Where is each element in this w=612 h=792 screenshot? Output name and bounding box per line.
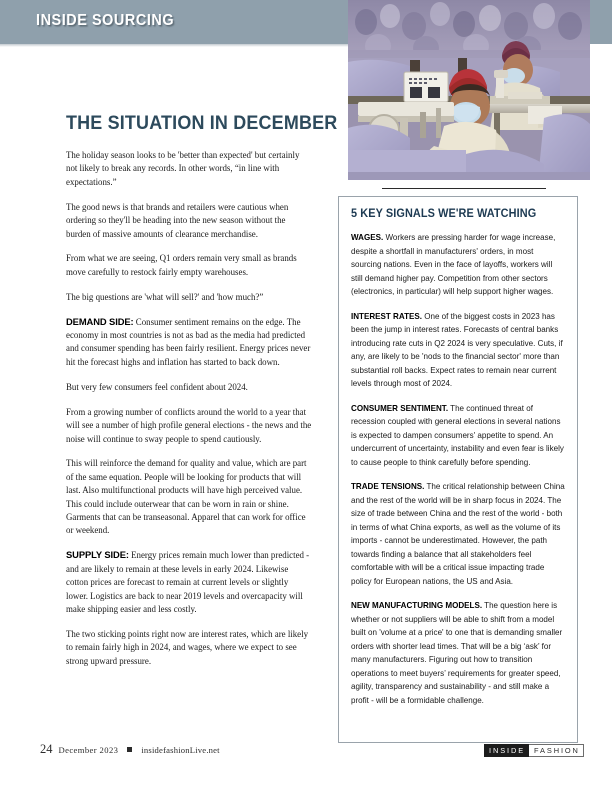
article-paragraph — [66, 627, 312, 668]
logo-inside-word: INSIDE — [484, 744, 529, 757]
signal-text: The question here is whether or not suppliers will be able to shift from a model built on 'volume at a price' to one that is demanding smaller orders with shorter lead times. That will be a big ‘ask’ for many manufacturers. Figuring out how to transition operations to meet buyers’ requirements for greater speed, agility, transparency and sustainability - and still make a profit - will be a formidable challenge. — [351, 600, 563, 705]
section-title: INSIDE SOURCING — [36, 12, 175, 29]
article-paragraph-demand-side — [66, 315, 312, 370]
page-title: THE SITUATION IN DECEMBER — [66, 112, 338, 134]
article-paragraph-supply-side — [66, 548, 312, 616]
paragraph-text: The two sticking points right now are interest rates, which are likely to remain fairly high in 2024, and wages, where we expect to see strong upward pressure. — [66, 628, 309, 666]
signal-item-trade-tensions — [351, 480, 565, 588]
issue-date: December 2023 — [58, 745, 119, 755]
article-paragraph — [66, 380, 312, 394]
paragraph-text: Energy prices remain much lower than predicted - and are likely to remain at these levels in early 2024. Likewise cotton prices are forecast to remain at current levels or slightly lower. Logistics are back to near 2019 levels and overcapacity will make shipping easier and less costly. — [66, 550, 310, 614]
paragraph-lead-in: SUPPLY SIDE: — [66, 549, 129, 561]
paragraph-text: From a growing number of conflicts around the world to a year that will see a number of high profile general elections - the news and the noise will continue to sway people to spend cautiously. — [66, 406, 312, 444]
paragraph-text: The holiday season looks to be 'better than expected' but certainly not likely to break any records. In other words, “in line with expectations.” — [66, 150, 300, 187]
article-paragraph — [66, 456, 312, 537]
signal-text: The continued threat of recession coupled with general elections in several nations is expected to dampen consumers' appetite to spend. An undercurrent of uncertainty, instability and even fear is likely to cause people to think carefully before spending. — [351, 402, 564, 467]
signal-item-new-manufacturing-models — [351, 599, 565, 707]
signal-text: Workers are pressing harder for wage increase, despite a shortfall in manufacturers' orders, in most sourcing nations. Even in the face of layoffs, workers will still demand higher pay. Competition from other sectors (electronics, in particular) will help support higher wages. — [351, 232, 556, 296]
signal-text: One of the biggest costs in 2023 has been the jump in interest rates. Forecasts of central banks introducing rate cuts in Q2 2024 is very speculative. Cuts, if any, are likely to be 'nods to the financial sector' more than substantial roll backs. Expect rates to remain near current levels through most of 2024. — [351, 310, 563, 388]
paragraph-text: But very few consumers feel confident about 2024. — [66, 381, 248, 392]
key-signals-sidebar — [338, 196, 578, 743]
signal-label: WAGES. — [351, 232, 384, 242]
sidebar-top-rule — [382, 188, 546, 189]
signal-label: CONSUMER SENTIMENT. — [351, 402, 449, 413]
article-paragraph — [66, 405, 312, 446]
masthead-bar-right-segment — [590, 0, 612, 44]
paragraph-text: From what we are seeing, Q1 orders remain very small as brands move carefully to restock fairly empty warehouses. — [66, 253, 297, 277]
paragraph-lead-in: DEMAND SIDE: — [66, 315, 134, 327]
factory-photo-illustration — [348, 0, 590, 180]
signal-item-interest-rates — [351, 310, 565, 391]
website-url[interactable]: insidefashionLive.net — [141, 745, 220, 755]
article-paragraph — [66, 200, 312, 241]
paragraph-text: This will reinforce the demand for quality and value, which are part of the same equation. People will be looking for products that will last. Also multifunctional products will have high perceived value. This could include outerwear that can be worn in rain or shine. Garments that can be transeasonal. Apparel that can work for office or weekend. — [66, 458, 307, 536]
paragraph-text: The big questions are 'what will sell?' and 'how much?” — [66, 291, 264, 302]
sidebar-title: 5 KEY SIGNALS WE'RE WATCHING — [351, 207, 537, 220]
page-number: 24 — [40, 742, 53, 756]
paragraph-text: The good news is that brands and retailers were cautious when ordering so they'll be heading into the new season without the burden of massive amounts of clearance merchandise. — [66, 201, 289, 239]
signal-text: The critical relationship between China and the rest of the world will be in sharp focus in 2024. The size of trade between China and the rest of the world - both in terms of what China exports, as well as the volume of its imports - cannot be underestimated. However, the path towards finding a balance that all stakeholders feel comfortable with will be a critical issue impacting trade policy for European nations, the US and Asia. — [351, 481, 565, 586]
signal-item-consumer-sentiment — [351, 402, 565, 470]
footer — [40, 742, 220, 757]
article-paragraph — [66, 148, 312, 189]
logo-fashion-word: FASHION — [529, 744, 584, 757]
paragraph-text: Consumer sentiment remains on the edge. The economy in most countries is not as bad as the media had predicted and consumer spending has been fairly resilient. Energy prices never hit the forecast highs and inflation has started to back down. — [66, 316, 311, 367]
article-column — [66, 112, 338, 668]
article-paragraph — [66, 290, 312, 304]
signal-label: TRADE TENSIONS. — [351, 481, 425, 491]
signal-item-wages — [351, 231, 565, 299]
masthead-bar-shadow — [0, 44, 348, 47]
article-paragraph — [66, 251, 312, 279]
square-bullet-icon — [127, 747, 132, 752]
factory-workers-photo — [348, 0, 590, 180]
signal-label: NEW MANUFACTURING MODELS. — [351, 600, 483, 610]
inside-fashion-logo — [484, 744, 584, 757]
signal-label: INTEREST RATES. — [351, 310, 422, 321]
